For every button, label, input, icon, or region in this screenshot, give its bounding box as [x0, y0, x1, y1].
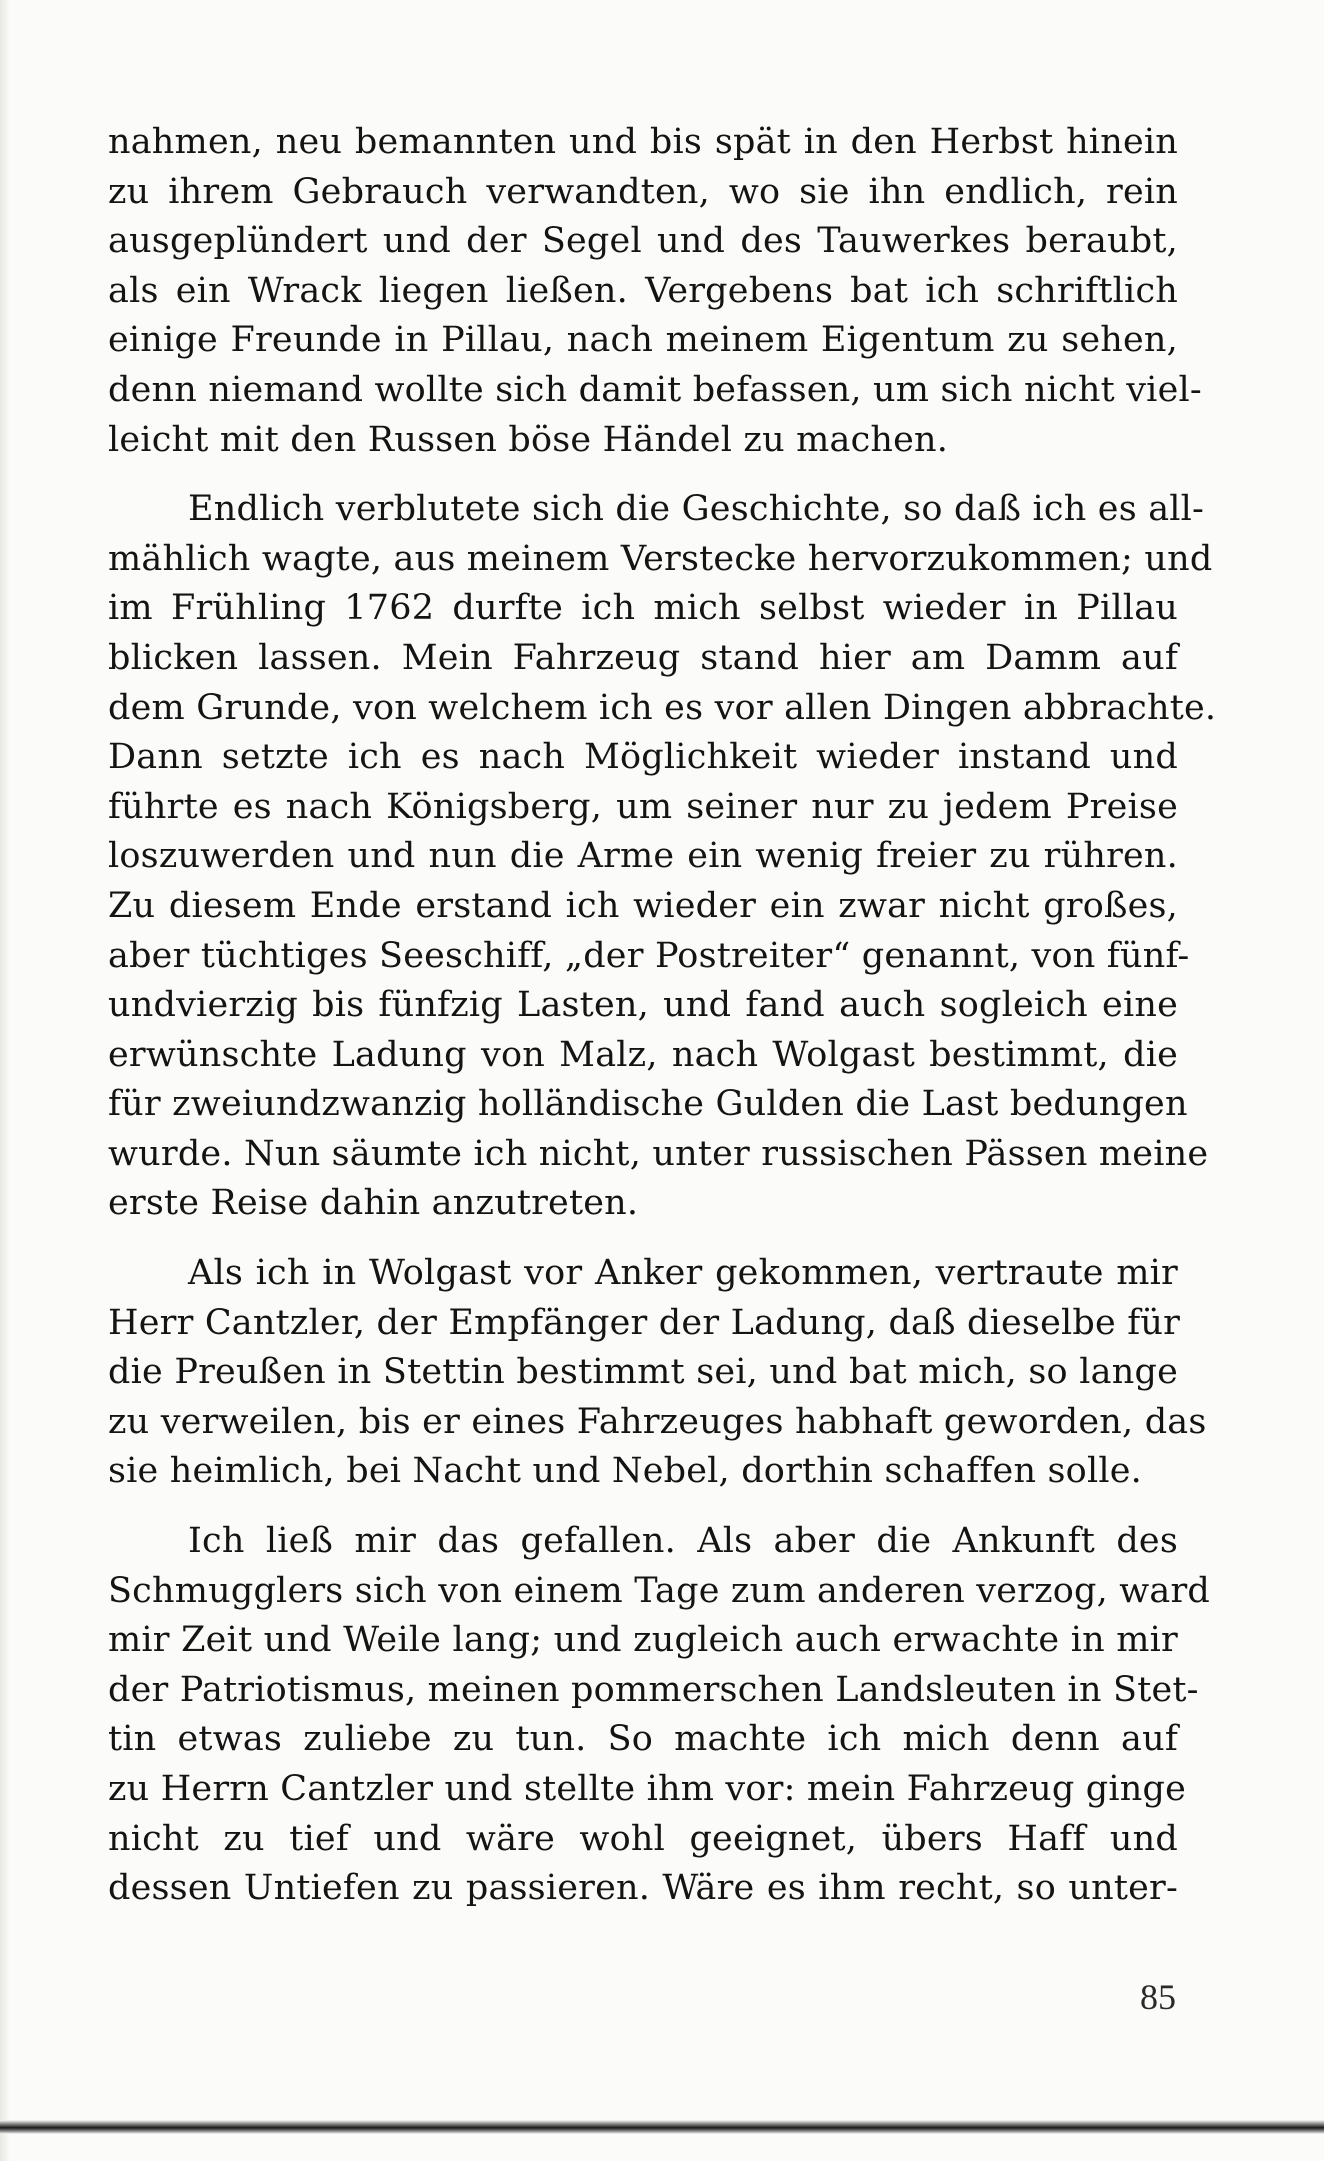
- page-edge-shadow: [0, 0, 10, 2161]
- text-line: Herr Cantzler, der Empfänger der Ladung, daß dieselbe für: [108, 1302, 1181, 1343]
- text-line: Zu diesem Ende erstand ich wieder ein zwar nicht großes,: [108, 885, 1178, 926]
- text-line: der Patriotismus, meinen pommerschen Landsleuten in Stet-: [108, 1669, 1199, 1710]
- text-line: leicht mit den Russen böse Händel zu machen.: [108, 419, 949, 460]
- text-line: nicht zu tief und wäre wohl geeignet, übers Haff und: [108, 1818, 1178, 1859]
- text-line: Schmugglers sich von einem Tage zum anderen verzog, ward: [108, 1570, 1211, 1611]
- text-line: für zweiundzwanzig holländische Gulden die Last bedungen: [108, 1084, 1188, 1125]
- text-line: zu Herrn Cantzler und stellte ihm vor: mein Fahrzeug ginge: [108, 1769, 1187, 1809]
- page-body: [108, 118, 1217, 1914]
- text-line: undvierzig bis fünfzig Lasten, und fand auch sogleich eine: [108, 985, 1178, 1026]
- text-line: mir Zeit und Weile lang; und zugleich auch erwachte in mir: [108, 1620, 1178, 1661]
- text-line: sie heimlich, bei Nacht und Nebel, dorthin schaffen solle.: [108, 1451, 1142, 1492]
- bottom-scan-edge: [0, 2120, 1324, 2134]
- text-line: ausgeplündert und der Segel und des Tauwerkes beraubt,: [108, 221, 1178, 262]
- text-line: loszuwerden und nun die Arme ein wenig freier zu rühren.: [108, 836, 1178, 877]
- text-line: einige Freunde in Pillau, nach meinem Eigentum zu sehen,: [108, 320, 1178, 361]
- text-line: die Preußen in Stettin bestimmt sei, und bat mich, so lange: [108, 1352, 1178, 1393]
- text-line: als ein Wrack liegen ließen. Vergebens bat ich schriftlich: [108, 270, 1178, 311]
- text-line: nahmen, neu bemannten und bis spät in den Herbst hinein: [108, 122, 1178, 162]
- paragraph: [108, 118, 1202, 465]
- text-line: zu verweilen, bis er eines Fahrzeuges habhaft geworden, das: [108, 1401, 1207, 1442]
- text-line: Als ich in Wolgast vor Anker gekommen, vertraute mir: [188, 1253, 1178, 1294]
- page-number: 85: [1140, 1977, 1176, 2017]
- text-line: dem Grunde, von welchem ich es vor allen Dingen abbrachte.: [108, 687, 1217, 728]
- paragraph: [108, 1517, 1211, 1914]
- text-line: Dann setzte ich es nach Möglichkeit wieder instand und: [108, 737, 1178, 778]
- text-line: zu ihrem Gebrauch verwandten, wo sie ihn endlich, rein: [108, 171, 1178, 212]
- text-line: erwünschte Ladung von Malz, nach Wolgast bestimmt, die: [108, 1034, 1178, 1075]
- paragraph: [108, 1249, 1207, 1497]
- text-line: erste Reise dahin anzutreten.: [108, 1183, 639, 1224]
- text-line: tin etwas zuliebe zu tun. So machte ich mich denn auf: [108, 1719, 1178, 1760]
- paragraph: [108, 485, 1217, 1229]
- text-line: im Frühling 1762 durfte ich mich selbst wieder in Pillau: [108, 588, 1178, 629]
- text-line: blicken lassen. Mein Fahrzeug stand hier am Damm auf: [108, 637, 1178, 678]
- text-line: dessen Untiefen zu passieren. Wäre es ihm recht, so unter-: [108, 1868, 1178, 1909]
- text-line: aber tüchtiges Seeschiff, „der Postreiter“ genannt, von fünf-: [108, 935, 1190, 976]
- text-line: Ich ließ mir das gefallen. Als aber die Ankunft des: [188, 1521, 1178, 1562]
- text-line: wurde. Nun säumte ich nicht, unter russischen Pässen meine: [108, 1133, 1209, 1174]
- text-line: denn niemand wollte sich damit befassen, um sich nicht viel-: [108, 369, 1202, 410]
- text-line: führte es nach Königsberg, um seiner nur zu jedem Preise: [108, 786, 1178, 827]
- text-line: Endlich verblutete sich die Geschichte, so daß ich es all-: [188, 489, 1205, 530]
- text-line: mählich wagte, aus meinem Verstecke hervorzukommen; und: [108, 538, 1213, 579]
